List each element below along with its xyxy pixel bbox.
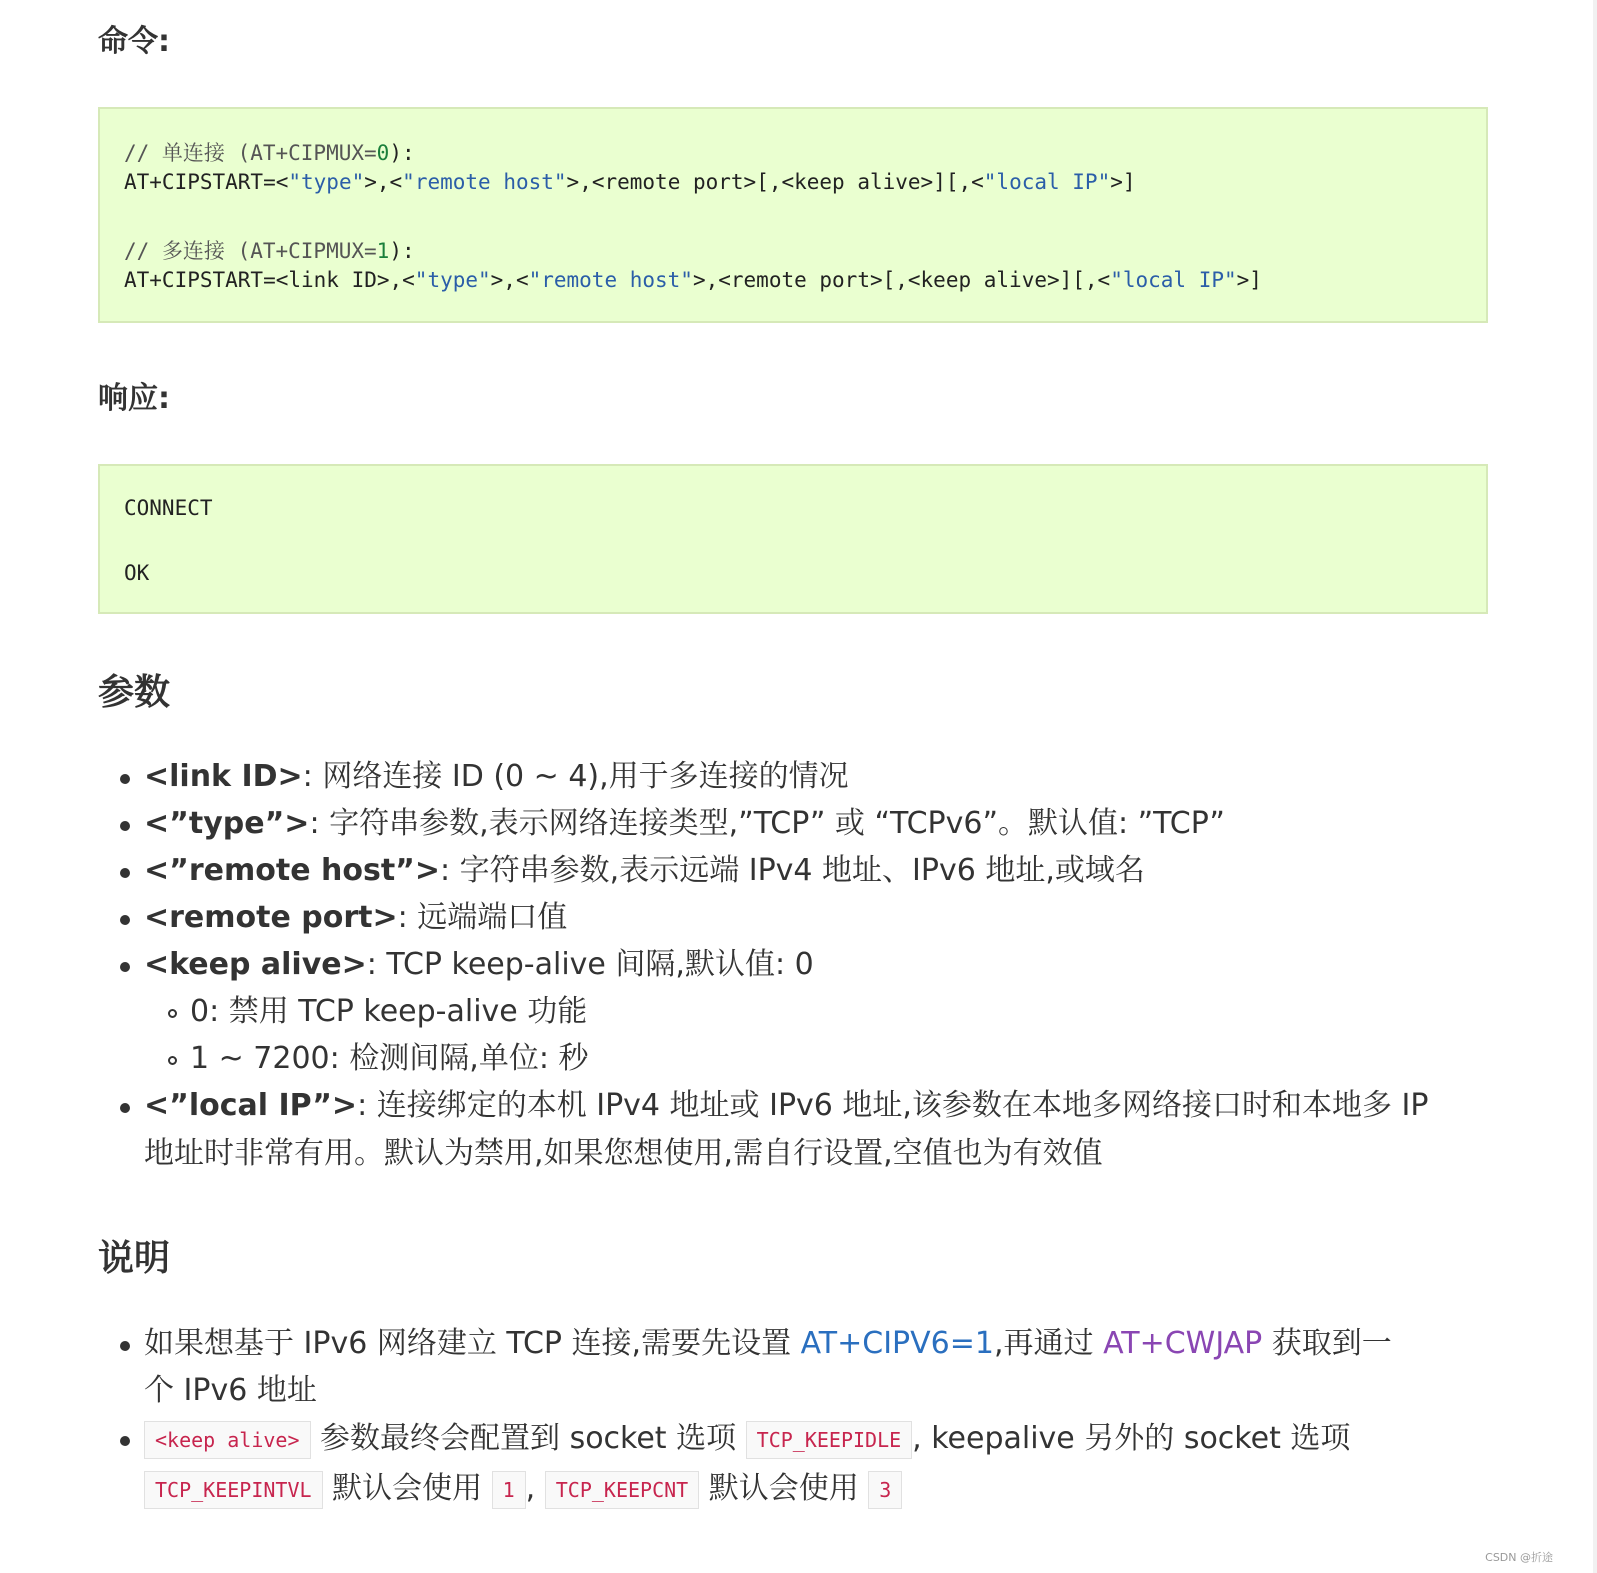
scrollbar-track [1593,0,1597,1573]
link-at-cwjap[interactable]: AT+CWJAP [1103,1326,1263,1361]
code-line-multi-command: AT+CIPSTART=<link ID>,<"type">,<"remote host">,<remote port>[,<keep alive>][,<"local IP">] [124,268,1262,292]
code-tcp-keepcnt: TCP_KEEPCNT [545,1471,699,1509]
bullet-icon [120,821,130,831]
bullet-icon [120,1341,130,1351]
code-value-1: 1 [492,1471,526,1509]
code-keep-alive: <keep alive> [144,1421,311,1459]
response-line-ok: OK [124,561,150,585]
code-tcp-keepidle: TCP_KEEPIDLE [746,1421,913,1459]
code-line-multi-comment: // 多连接 (AT+CIPMUX=1): [124,239,415,263]
response-line-connect: CONNECT [124,496,213,520]
link-at-cipv6[interactable]: AT+CIPV6=1 [800,1326,994,1361]
circle-bullet-icon [168,1009,177,1018]
code-line-single-comment: // 单连接 (AT+CIPMUX=0): [124,141,415,165]
bullet-icon [120,774,130,784]
bullet-icon [120,962,130,972]
watermark: CSDN @折途 [1485,1551,1553,1564]
params-heading: 参数 [98,672,171,713]
command-heading: 命令: [98,24,170,59]
circle-bullet-icon [168,1056,177,1065]
code-tcp-keepintvl: TCP_KEEPINTVL [144,1471,323,1509]
command-code-block [98,107,1488,323]
bullet-icon [120,1436,130,1446]
response-heading: 响应: [98,381,170,416]
bullet-icon [120,915,130,925]
notes-heading: 说明 [98,1238,171,1279]
code-line-single-command: AT+CIPSTART=<"type">,<"remote host">,<remote port>[,<keep alive>][,<"local IP">] [124,170,1136,194]
response-code-block [98,464,1488,614]
bullet-icon [120,868,130,878]
code-value-3: 3 [868,1471,902,1509]
bullet-icon [120,1103,130,1113]
